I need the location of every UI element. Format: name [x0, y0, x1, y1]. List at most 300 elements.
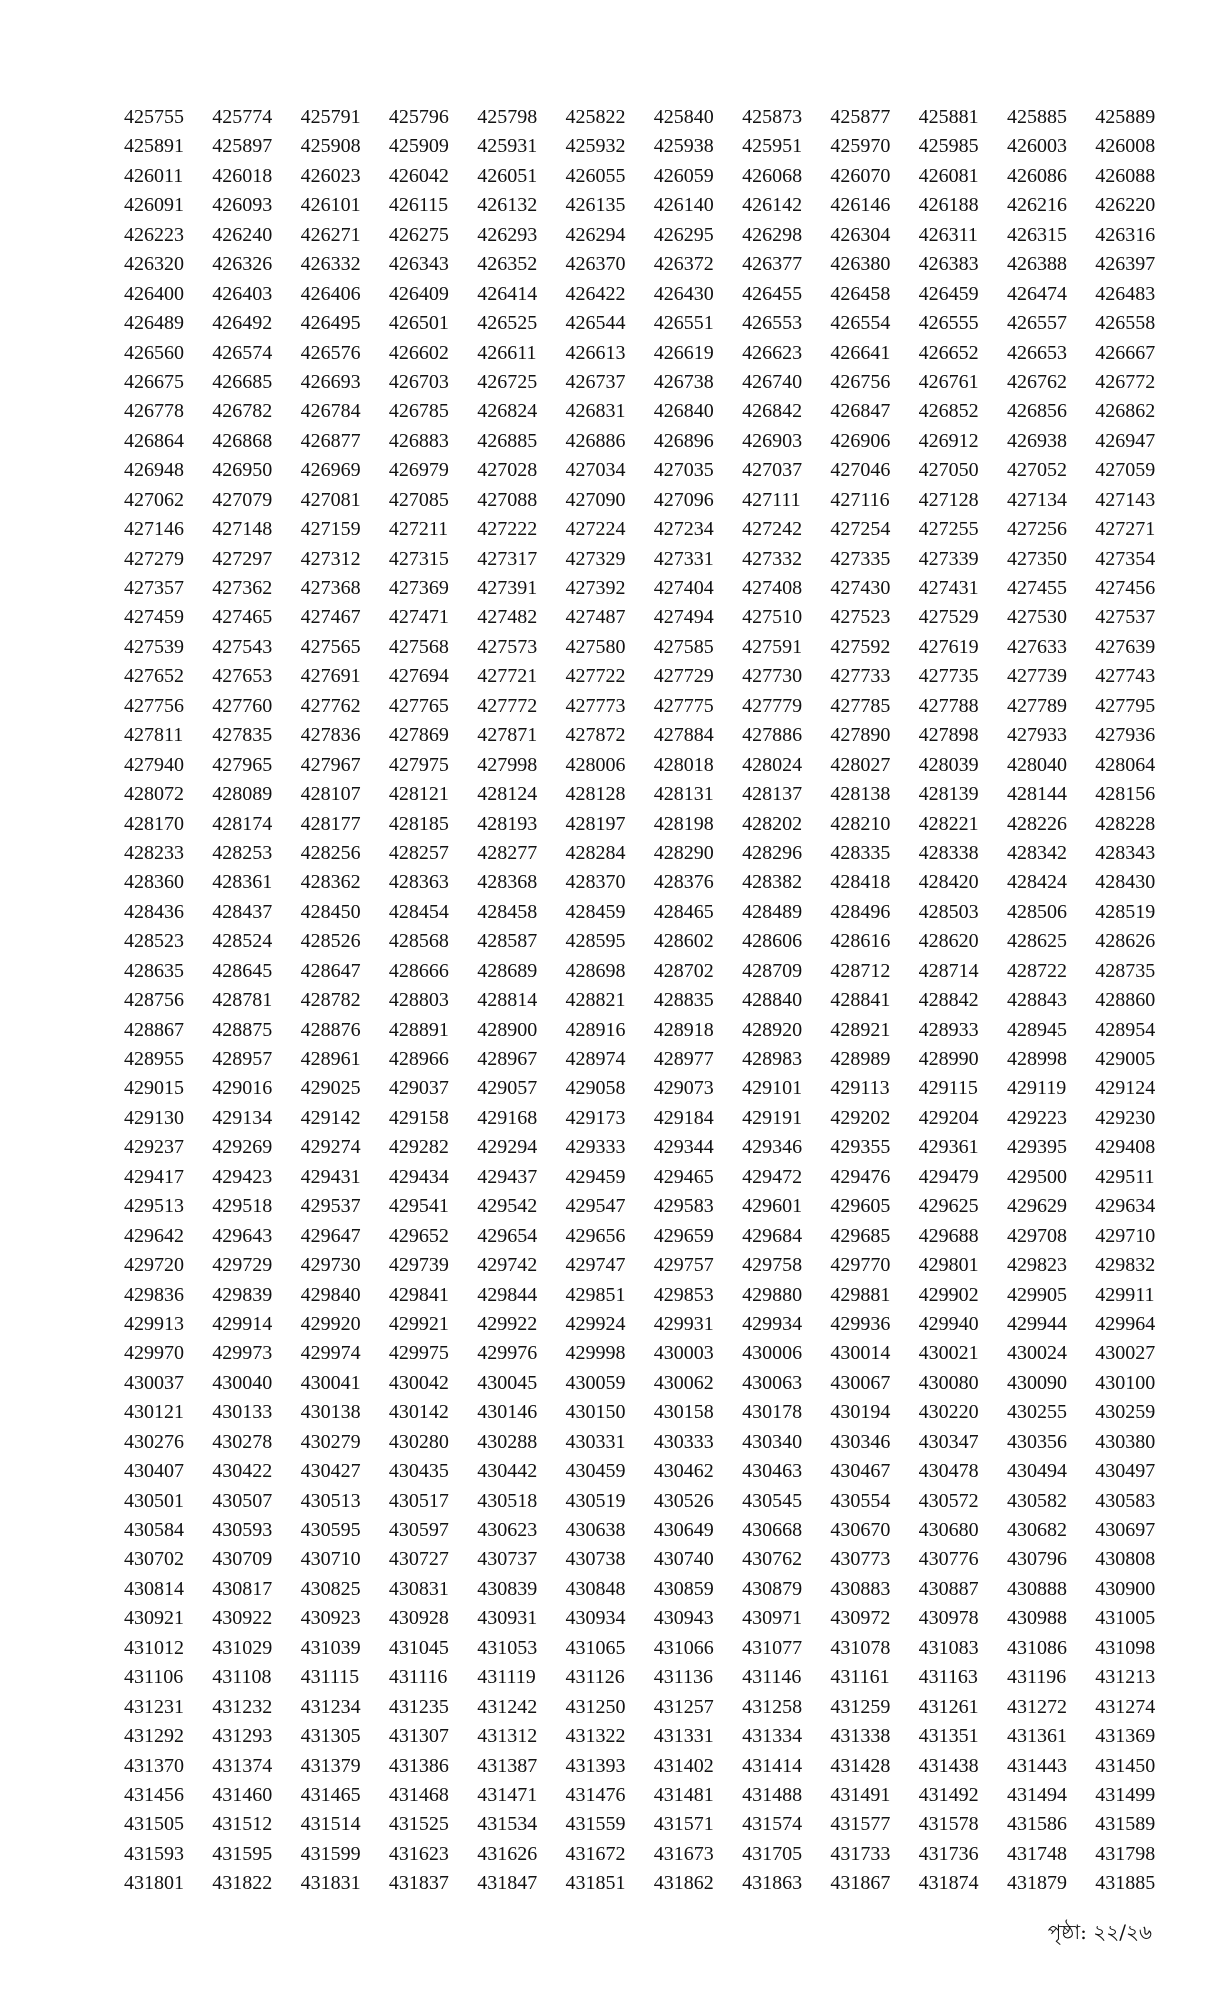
roll-number: 428361 [212, 871, 273, 894]
roll-number: 428368 [477, 871, 538, 894]
roll-number: 428843 [1006, 989, 1067, 1012]
roll-number: 428454 [388, 900, 449, 923]
roll-number: 429511 [1095, 1165, 1155, 1188]
roll-number: 429654 [477, 1224, 538, 1247]
roll-number: 426275 [388, 223, 449, 246]
roll-number: 426558 [1095, 312, 1156, 335]
roll-number: 429647 [300, 1224, 361, 1247]
roll-number: 429934 [742, 1312, 803, 1335]
roll-number: 429058 [565, 1077, 626, 1100]
roll-number: 431098 [1095, 1636, 1156, 1659]
roll-number: 431351 [918, 1725, 979, 1748]
roll-number: 429742 [477, 1254, 538, 1277]
roll-number: 428876 [300, 1018, 361, 1041]
roll-number: 426051 [477, 164, 538, 187]
roll-number: 427335 [830, 547, 891, 570]
roll-number: 425891 [124, 135, 184, 158]
roll-number: 428024 [742, 753, 803, 776]
roll-number: 429223 [1006, 1106, 1067, 1129]
roll-number: 429998 [565, 1342, 626, 1365]
roll-number: 427653 [212, 665, 273, 688]
roll-number: 426489 [124, 312, 184, 335]
roll-number: 426693 [300, 370, 361, 393]
roll-number: 429124 [1095, 1077, 1156, 1100]
roll-number: 427431 [918, 577, 979, 599]
roll-number: 428983 [742, 1048, 803, 1070]
roll-number: 427143 [1095, 488, 1156, 511]
roll-number: 430442 [477, 1460, 538, 1483]
roll-number: 426950 [212, 459, 273, 482]
roll-number: 430178 [742, 1401, 803, 1424]
roll-number: 426947 [1095, 429, 1156, 452]
roll-number: 426613 [565, 341, 626, 364]
roll-number: 426938 [1006, 429, 1067, 452]
roll-number: 430649 [653, 1519, 714, 1541]
roll-number: 426086 [1006, 164, 1067, 187]
roll-number: 429355 [830, 1136, 891, 1159]
roll-number: 431116 [388, 1666, 448, 1689]
roll-number: 430518 [477, 1489, 538, 1512]
roll-number: 427482 [477, 606, 538, 629]
roll-number: 430831 [388, 1577, 449, 1600]
roll-number: 429191 [742, 1106, 803, 1129]
roll-number: 429513 [124, 1195, 184, 1218]
roll-number: 429913 [124, 1312, 184, 1335]
roll-number: 428933 [918, 1018, 979, 1041]
roll-number: 429605 [830, 1195, 891, 1218]
roll-number: 429880 [742, 1283, 803, 1306]
roll-number: 430682 [1006, 1519, 1067, 1541]
roll-number: 428420 [918, 871, 979, 894]
roll-number: 426140 [653, 194, 714, 217]
roll-number: 429758 [742, 1254, 803, 1277]
roll-number: 428424 [1006, 871, 1067, 894]
roll-number: 428284 [565, 841, 626, 864]
roll-number: 431338 [830, 1725, 891, 1748]
roll-number: 429230 [1095, 1106, 1156, 1129]
roll-number: 431733 [830, 1842, 891, 1865]
roll-number: 429282 [388, 1136, 449, 1159]
roll-number: 429168 [477, 1106, 538, 1129]
roll-number: 426560 [124, 341, 184, 364]
roll-number: 431577 [830, 1813, 891, 1836]
roll-number: 429853 [653, 1283, 714, 1306]
roll-number: 431450 [1095, 1754, 1156, 1777]
roll-number: 427222 [477, 518, 538, 541]
roll-number: 427565 [300, 635, 361, 658]
roll-number: 427762 [300, 694, 361, 717]
roll-number: 431083 [918, 1636, 979, 1659]
roll-number: 431387 [477, 1754, 538, 1777]
roll-number: 428174 [212, 812, 273, 835]
roll-number: 428436 [124, 900, 184, 923]
roll-number: 425938 [653, 135, 714, 158]
roll-number: 426912 [918, 429, 979, 452]
roll-number: 427081 [300, 488, 361, 511]
roll-number: 426906 [830, 429, 891, 452]
roll-number: 426372 [653, 253, 714, 276]
roll-number: 427580 [565, 635, 626, 658]
roll-number: 428702 [653, 959, 714, 982]
roll-number: 431847 [477, 1872, 538, 1895]
roll-number: 426675 [124, 370, 184, 393]
roll-number: 427735 [918, 665, 979, 688]
roll-number: 428221 [918, 812, 979, 835]
roll-number: 431748 [1006, 1842, 1067, 1865]
roll-number: 430255 [1006, 1401, 1067, 1424]
roll-number: 428138 [830, 783, 891, 806]
roll-number: 426320 [124, 253, 184, 276]
roll-number: 430988 [1006, 1607, 1067, 1630]
roll-number: 431322 [565, 1725, 626, 1748]
roll-number: 426896 [653, 429, 714, 452]
roll-number: 427795 [1095, 694, 1156, 717]
roll-number: 428027 [830, 753, 891, 776]
roll-number: 426553 [742, 312, 803, 335]
roll-number: 427530 [1006, 606, 1067, 629]
roll-number: 425791 [300, 106, 361, 128]
roll-number: 429173 [565, 1106, 626, 1129]
roll-number: 426824 [477, 400, 538, 423]
roll-number: 427317 [477, 547, 538, 570]
roll-number: 431065 [565, 1636, 626, 1659]
roll-number: 426611 [477, 341, 537, 364]
roll-number: 429747 [565, 1254, 626, 1277]
roll-number: 430041 [300, 1371, 361, 1394]
roll-number: 427059 [1095, 459, 1156, 482]
roll-number: 426070 [830, 164, 891, 187]
roll-number: 430796 [1006, 1548, 1067, 1571]
roll-number: 431402 [653, 1754, 714, 1777]
roll-number: 430062 [653, 1371, 714, 1394]
roll-number: 427836 [300, 724, 361, 747]
roll-number: 428506 [1006, 900, 1067, 923]
roll-number: 431488 [742, 1783, 803, 1806]
roll-number: 430121 [124, 1401, 184, 1424]
roll-number: 427271 [1095, 518, 1156, 541]
roll-number: 431235 [388, 1695, 449, 1718]
roll-number: 431196 [1006, 1666, 1067, 1689]
roll-number: 430347 [918, 1430, 979, 1453]
roll-number: 426886 [565, 429, 626, 452]
roll-number: 427772 [477, 694, 538, 717]
roll-number: 430584 [124, 1519, 184, 1541]
roll-number: 429294 [477, 1136, 538, 1159]
roll-number: 426474 [1006, 282, 1067, 305]
roll-number: 428185 [388, 812, 449, 835]
roll-number: 427788 [918, 694, 979, 717]
roll-number: 430928 [388, 1607, 449, 1630]
roll-number: 428945 [1006, 1018, 1067, 1041]
roll-number: 430497 [1095, 1460, 1156, 1483]
roll-number: 427729 [653, 665, 714, 688]
roll-number: 426315 [1006, 223, 1067, 246]
roll-number: 431525 [388, 1813, 449, 1836]
roll-number: 428595 [565, 930, 626, 953]
roll-number: 429770 [830, 1254, 891, 1277]
roll-number: 427890 [830, 724, 891, 747]
roll-number: 431379 [300, 1754, 361, 1777]
roll-number: 428437 [212, 900, 273, 923]
roll-number: 431393 [565, 1754, 626, 1777]
roll-number: 430737 [477, 1548, 538, 1571]
roll-number: 426068 [742, 164, 803, 187]
roll-number: 429931 [653, 1312, 714, 1335]
roll-number: 431481 [653, 1783, 714, 1806]
roll-number: 427591 [742, 635, 803, 658]
roll-number: 426685 [212, 370, 273, 393]
roll-number: 430014 [830, 1342, 891, 1365]
roll-number: 431438 [918, 1754, 979, 1777]
roll-number: 428620 [918, 930, 979, 953]
roll-number: 430517 [388, 1489, 449, 1512]
roll-number: 427940 [124, 753, 184, 776]
roll-number: 430595 [300, 1519, 361, 1541]
roll-number: 431039 [300, 1636, 361, 1659]
roll-number: 427331 [653, 547, 714, 570]
roll-number: 431232 [212, 1695, 273, 1718]
roll-number: 430900 [1095, 1577, 1156, 1600]
roll-number: 428450 [300, 900, 361, 923]
roll-number: 427975 [388, 753, 449, 776]
roll-number: 429115 [918, 1077, 978, 1100]
roll-number-grid [124, 103, 1184, 1899]
roll-number: 430883 [830, 1577, 891, 1600]
roll-number: 426409 [388, 282, 449, 305]
roll-number: 427050 [918, 459, 979, 482]
roll-number: 426146 [830, 194, 891, 217]
roll-number: 430554 [830, 1489, 891, 1512]
roll-number: 427652 [124, 665, 184, 688]
roll-number: 429708 [1006, 1224, 1067, 1247]
roll-number: 430331 [565, 1430, 626, 1453]
roll-number: 429629 [1006, 1195, 1067, 1218]
roll-number: 429914 [212, 1312, 273, 1335]
roll-number: 427898 [918, 724, 979, 747]
roll-number: 427510 [742, 606, 803, 629]
roll-number: 426492 [212, 312, 273, 335]
roll-number: 429936 [830, 1312, 891, 1335]
roll-number: 427722 [565, 665, 626, 688]
roll-number: 428137 [742, 783, 803, 806]
roll-number: 429057 [477, 1077, 538, 1100]
roll-number: 431559 [565, 1813, 626, 1836]
roll-number: 428689 [477, 959, 538, 982]
roll-number: 430526 [653, 1489, 714, 1512]
roll-number: 430067 [830, 1371, 891, 1394]
roll-number: 429844 [477, 1283, 538, 1306]
roll-number: 431259 [830, 1695, 891, 1718]
roll-number: 429437 [477, 1165, 538, 1188]
roll-number: 429459 [565, 1165, 626, 1188]
roll-number: 428626 [1095, 930, 1156, 953]
roll-number: 430978 [918, 1607, 979, 1630]
roll-number: 429134 [212, 1106, 273, 1129]
roll-number: 426782 [212, 400, 273, 423]
roll-number: 426501 [388, 312, 449, 335]
roll-number: 430668 [742, 1519, 803, 1541]
roll-number: 430080 [918, 1371, 979, 1394]
roll-number: 427459 [124, 606, 184, 629]
roll-number: 431863 [742, 1872, 803, 1895]
roll-number: 429964 [1095, 1312, 1156, 1335]
roll-number: 427884 [653, 724, 714, 747]
roll-number: 429973 [212, 1342, 273, 1365]
roll-number: 426557 [1006, 312, 1067, 335]
roll-number: 428503 [918, 900, 979, 923]
roll-number: 428526 [300, 930, 361, 953]
roll-number: 430259 [1095, 1401, 1156, 1424]
roll-number: 431250 [565, 1695, 626, 1718]
roll-number: 429823 [1006, 1254, 1067, 1277]
roll-number: 426772 [1095, 370, 1156, 393]
roll-number: 425951 [742, 135, 803, 158]
roll-number: 425796 [388, 106, 449, 128]
roll-number: 431086 [1006, 1636, 1067, 1659]
roll-number: 431578 [918, 1813, 979, 1836]
roll-number: 426455 [742, 282, 803, 305]
roll-number: 427543 [212, 635, 273, 658]
roll-number: 427279 [124, 547, 184, 570]
roll-number: 431163 [918, 1666, 978, 1689]
roll-number: 428202 [742, 812, 803, 835]
roll-number: 431837 [388, 1872, 449, 1895]
roll-number: 428635 [124, 959, 184, 982]
roll-number: 429204 [918, 1106, 979, 1129]
roll-number: 430710 [300, 1548, 361, 1571]
roll-number: 430934 [565, 1607, 626, 1630]
roll-number: 431242 [477, 1695, 538, 1718]
roll-number: 429832 [1095, 1254, 1156, 1277]
roll-number: 425897 [212, 135, 273, 158]
roll-number: 431108 [212, 1666, 272, 1689]
roll-number: 428712 [830, 959, 891, 982]
roll-number: 428197 [565, 812, 626, 835]
roll-number: 428814 [477, 989, 538, 1012]
roll-number: 426623 [742, 341, 803, 364]
roll-number: 426842 [742, 400, 803, 423]
roll-number: 426142 [742, 194, 803, 217]
roll-number: 430142 [388, 1401, 449, 1424]
roll-number: 425885 [1006, 106, 1067, 128]
roll-number: 427062 [124, 488, 184, 511]
roll-number: 430814 [124, 1577, 184, 1600]
roll-number: 428875 [212, 1018, 273, 1041]
roll-number: 428709 [742, 959, 803, 982]
roll-number: 430931 [477, 1607, 538, 1630]
roll-number: 428128 [565, 783, 626, 806]
roll-number: 426762 [1006, 370, 1067, 393]
roll-number: 430839 [477, 1577, 538, 1600]
roll-number: 430278 [212, 1430, 273, 1453]
roll-number: 428918 [653, 1018, 714, 1041]
roll-number: 427315 [388, 547, 449, 570]
roll-number: 431258 [742, 1695, 803, 1718]
roll-number: 426383 [918, 253, 979, 276]
roll-number: 431261 [918, 1695, 979, 1718]
roll-number: 430879 [742, 1577, 803, 1600]
roll-number: 430923 [300, 1607, 361, 1630]
roll-number: 429729 [212, 1254, 273, 1277]
roll-number: 428625 [1006, 930, 1067, 953]
roll-number: 428722 [1006, 959, 1067, 982]
roll-number: 429541 [388, 1195, 449, 1218]
roll-number: 431292 [124, 1725, 184, 1748]
roll-number: 426422 [565, 282, 626, 305]
roll-number: 431798 [1095, 1842, 1156, 1865]
roll-number: 429073 [653, 1077, 714, 1100]
roll-number: 431476 [565, 1783, 626, 1806]
roll-number: 429730 [300, 1254, 361, 1277]
roll-number: 429417 [124, 1165, 184, 1188]
roll-number: 431831 [300, 1872, 361, 1895]
roll-number: 426667 [1095, 341, 1156, 364]
roll-number: 426903 [742, 429, 803, 452]
roll-number: 430582 [1006, 1489, 1067, 1512]
roll-number: 431534 [477, 1813, 538, 1836]
roll-number: 430740 [653, 1548, 714, 1571]
roll-number: 431586 [1006, 1813, 1067, 1836]
roll-number: 428519 [1095, 900, 1156, 923]
roll-number: 427471 [388, 606, 449, 629]
roll-number: 427456 [1095, 577, 1156, 599]
roll-number: 431574 [742, 1813, 803, 1836]
roll-number: 430545 [742, 1489, 803, 1512]
roll-number: 428523 [124, 930, 184, 953]
roll-number: 428735 [1095, 959, 1156, 982]
roll-number: 431213 [1095, 1666, 1156, 1689]
roll-number: 427362 [212, 577, 273, 599]
roll-number: 429902 [918, 1283, 979, 1306]
roll-number: 431370 [124, 1754, 184, 1777]
roll-number: 428602 [653, 930, 714, 953]
roll-number: 427297 [212, 547, 273, 570]
roll-number: 426883 [388, 429, 449, 452]
roll-number: 427871 [477, 724, 538, 747]
roll-number: 431374 [212, 1754, 273, 1777]
roll-number: 429841 [388, 1283, 449, 1306]
roll-number: 426240 [212, 223, 273, 246]
roll-number: 429542 [477, 1195, 538, 1218]
roll-number: 428645 [212, 959, 273, 982]
roll-number: 430279 [300, 1430, 361, 1453]
roll-number: 427159 [300, 518, 361, 541]
roll-number: 427756 [124, 694, 184, 717]
roll-number: 430090 [1006, 1371, 1067, 1394]
roll-number: 428335 [830, 841, 891, 864]
roll-number: 430138 [300, 1401, 361, 1424]
roll-number: 428226 [1006, 812, 1067, 835]
roll-number: 430762 [742, 1548, 803, 1571]
roll-number: 426756 [830, 370, 891, 393]
roll-number: 428253 [212, 841, 273, 864]
roll-number: 428290 [653, 841, 714, 864]
roll-number: 430738 [565, 1548, 626, 1571]
roll-number: 426294 [565, 223, 626, 246]
roll-number: 429408 [1095, 1136, 1156, 1159]
roll-number: 426840 [653, 400, 714, 423]
roll-number: 427090 [565, 488, 626, 511]
roll-number: 427789 [1006, 694, 1067, 717]
roll-number: 428144 [1006, 783, 1067, 806]
roll-number: 431471 [477, 1783, 538, 1806]
roll-number: 429944 [1006, 1312, 1067, 1335]
roll-number: 427639 [1095, 635, 1156, 658]
roll-number: 428961 [300, 1048, 361, 1070]
roll-number: 428867 [124, 1018, 184, 1041]
roll-number: 426740 [742, 370, 803, 393]
roll-number: 427694 [388, 665, 449, 688]
